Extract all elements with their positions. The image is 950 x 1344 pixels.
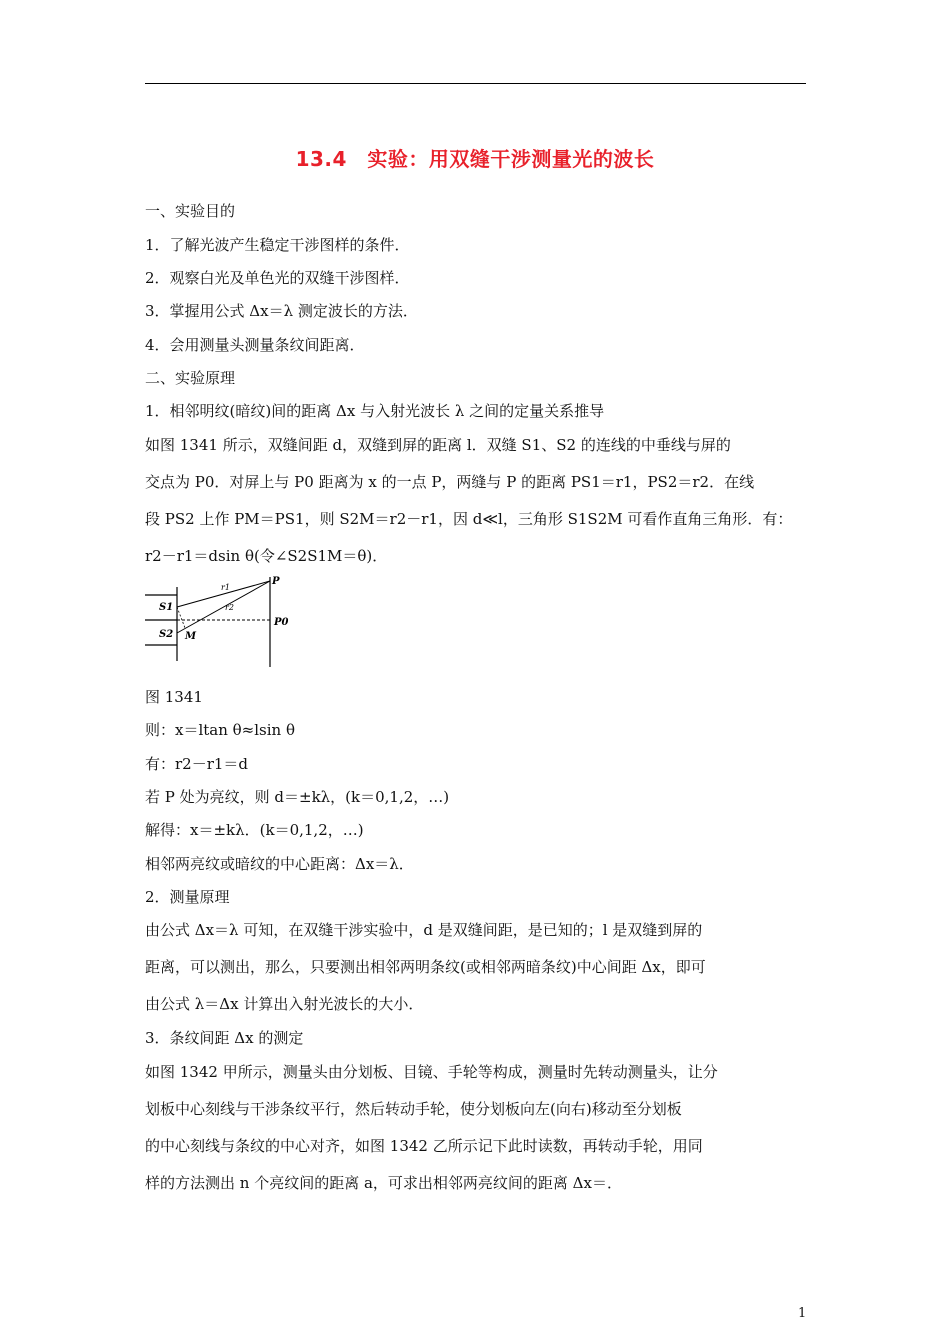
text-line: 解得：x＝±kλ．(k＝0,1,2，…) [145, 821, 364, 839]
text-line: 1．了解光波产生稳定干涉图样的条件． [145, 236, 410, 254]
label-s2: S2 [159, 629, 174, 640]
text-line: 交点为 P0．对屏上与 P0 距离为 x 的一点 P，两缝与 P 的距离 PS1＝r1，PS2＝r2．在线 [145, 473, 755, 491]
header-rule [145, 83, 806, 84]
text-line: 2．观察白光及单色光的双缝干涉图样． [145, 269, 410, 287]
text-line: 段 PS2 上作 PM＝PS1，则 S2M＝r2－r1，因 d≪l，三角形 S1S2M 可看作直角三角形．有： [145, 510, 793, 528]
label-p0: P0 [274, 617, 289, 628]
text-line: 4．会用测量头测量条纹间距离． [145, 336, 365, 354]
page-title: 13.4 实验：用双缝干涉测量光的波长 [295, 147, 655, 171]
text-line: 由公式 Δx＝λ 可知，在双缝干涉实验中，d 是双缝间距，是已知的；l 是双缝到屏的 [145, 921, 703, 939]
text-line: r2－r1＝dsin θ(令∠S2S1M＝θ)． [145, 547, 388, 565]
text-line: 样的方法测出 n 个亮纹间的距离 a，可求出相邻两亮纹间的距离 Δx＝． [145, 1174, 622, 1192]
section-heading: 一、实验目的 [145, 202, 236, 220]
label-r2: r2 [225, 603, 234, 612]
label-s1: S1 [159, 602, 174, 613]
text-line: 1．相邻明纹(暗纹)间的距离 Δx 与入射光波长 λ 之间的定量关系推导 [145, 402, 605, 420]
section-heading: 二、实验原理 [145, 369, 236, 387]
text-line: 如图 1341 所示，双缝间距 d，双缝到屏的距离 l．双缝 S1、S2 的连线的中垂线与屏的 [145, 436, 731, 454]
text-line: 相邻两亮纹或暗纹的中心距离：Δx＝λ． [145, 855, 414, 873]
page-number: 1 [798, 1306, 807, 1321]
label-m: M [185, 631, 197, 642]
text-line: 的中心刻线与条纹的中心对齐，如图 1342 乙所示记下此时读数，再转动手轮，用同 [145, 1137, 703, 1155]
text-line: 划板中心刻线与干涉条纹平行，然后转动手轮，使分划板向左(向右)移动至分划板 [145, 1100, 682, 1118]
text-line: 若 P 处为亮纹，则 d＝±kλ，(k＝0,1,2，…) [145, 788, 450, 806]
figure-caption: 图 1341 [145, 688, 203, 706]
text-line: 有：r2－r1＝d [145, 755, 249, 773]
label-p: P [272, 576, 280, 587]
double-slit-diagram [145, 575, 305, 670]
text-line: 如图 1342 甲所示，测量头由分划板、目镜、手轮等构成，测量时先转动测量头，让分 [145, 1063, 718, 1081]
text-line: 3．掌握用公式 Δx＝λ 测定波长的方法． [145, 302, 418, 320]
section-heading: 3．条纹间距 Δx 的测定 [145, 1029, 304, 1047]
section-heading: 2．测量原理 [145, 888, 230, 906]
text-line: 距离，可以测出，那么，只要测出相邻两明条纹(或相邻两暗条纹)中心间距 Δx，即可 [145, 958, 706, 976]
text-line: 由公式 λ＝Δx 计算出入射光波长的大小． [145, 995, 424, 1013]
label-r1: r1 [221, 583, 230, 592]
text-line: 则：x＝ltan θ≈lsin θ [145, 721, 296, 739]
